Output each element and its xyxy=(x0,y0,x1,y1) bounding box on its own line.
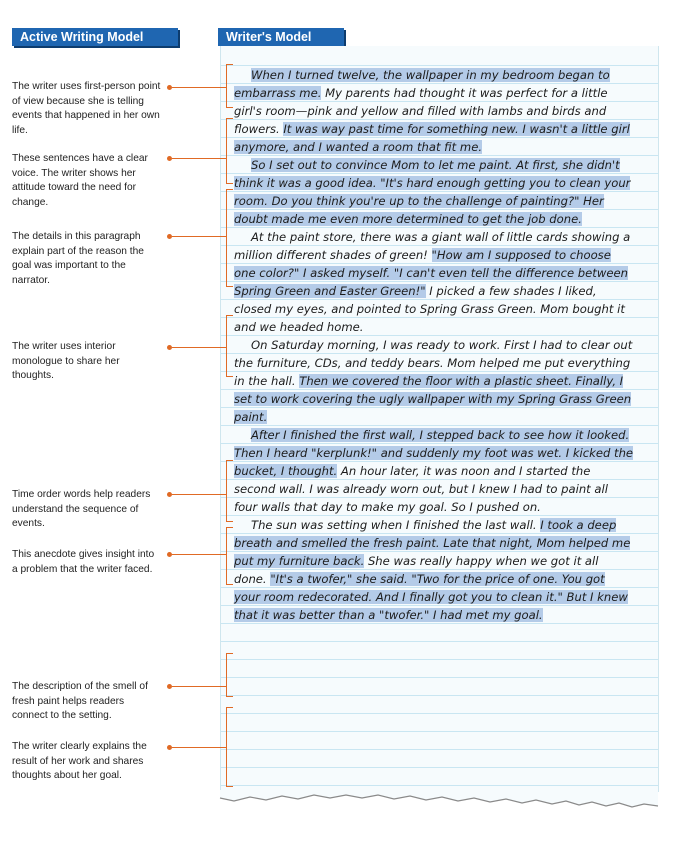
leader-line xyxy=(172,87,226,88)
sentence: At the paint store, there was a giant wall of little cards showing a million different shades of green! xyxy=(234,230,631,262)
highlight: It was way past time for something new. I wasn't a little girl anymore, and I wanted a room that fit me. xyxy=(234,122,630,154)
sentence: An hour later, it was noon and I started the second wall. I was already worn out, but I knew I had to paint all four walls that day to make my goal. So I pushed on. xyxy=(234,464,608,514)
leader-line xyxy=(172,747,226,748)
annotation-bracket xyxy=(226,460,233,522)
sentence: She was really happy when we got it all done. xyxy=(234,554,599,586)
annotation-details: The details in this paragraph explain part of the reason the goal was important to the narrator. xyxy=(12,231,144,286)
highlight: After I finished the first wall, I stepped back to see how it looked. Then I heard "kerplunk!" and suddenly my foot was wet. I kicked the bucket, I thought. xyxy=(234,428,634,478)
annotation-bracket xyxy=(226,189,233,287)
annotation-bracket xyxy=(226,118,233,184)
annotation-bracket xyxy=(226,653,233,697)
annotation-time-order: Time order words help readers understand the sequence of events. xyxy=(12,489,151,530)
essay-paragraph-6 xyxy=(234,516,634,624)
sentence: On Saturday morning, I was ready to work. First I had to clear out the furniture, CDs, and teddy bears. Mom helped me put everything in the hall. xyxy=(234,338,633,388)
sentence: I picked a few shades I liked, closed my eyes, and pointed to Spring Grass Green. Mom bought it and we headed home. xyxy=(234,284,625,334)
highlight: Then we covered the floor with a plastic sheet. Finally, I set to work covering the ugly wallpaper with my Spring Grass Green paint. xyxy=(234,374,632,424)
annotation-bracket xyxy=(226,527,233,585)
annotation-paint-smell: The description of the smell of fresh paint helps readers connect to the setting. xyxy=(12,681,148,722)
annotation-bracket xyxy=(226,707,233,787)
highlight: When I turned twelve, the wallpaper in my bedroom began to embarrass me. xyxy=(234,68,610,100)
highlight: "It's a twofer," she said. "Two for the price of one. You got your room redecorated. And I finally got you to clean it." But I knew that it was better than a "twofer." I had met my goal. xyxy=(234,572,628,622)
essay-paragraph-3 xyxy=(234,228,634,336)
highlight: "How am I supposed to choose one color?" I asked myself. "I can't even tell the difference between Spring Green and Easter Green!" xyxy=(234,248,628,298)
essay-paragraph-4 xyxy=(234,336,634,426)
active-writing-model-header: Active Writing Model xyxy=(12,28,178,46)
leader-line xyxy=(172,158,226,159)
sentence: The sun was setting when I finished the last wall. xyxy=(251,518,541,532)
annotation-interior-monologue: The writer uses interior monologue to share her thoughts. xyxy=(12,341,120,382)
annotation-clear-voice: These sentences have a clear voice. The writer shows her attitude toward the need for change. xyxy=(12,153,148,208)
annotation-bracket xyxy=(226,315,233,377)
highlight: So I set out to convince Mom to let me paint. At first, she didn't think it was a good idea. "It's hard enough getting you to clean your room. Do you think you're up to the challenge of painting?" Her doubt made me even more determined to get the job done. xyxy=(234,158,631,226)
essay-paragraph-5 xyxy=(234,426,634,516)
highlight: I took a deep breath and smelled the fresh paint. Late that night, Mom helped me put my furniture back. xyxy=(234,518,631,568)
annotation-first-person: The writer uses first-person point of view because she is telling events that happened in her own life. xyxy=(12,81,161,136)
essay-paragraph-2 xyxy=(234,156,634,228)
essay-paragraph-1 xyxy=(234,66,634,156)
writers-model-header: Writer's Model xyxy=(218,28,344,46)
annotation-result: The writer clearly explains the result of her work and shares thoughts about her goal. xyxy=(12,741,147,782)
torn-paper-edge xyxy=(214,786,664,816)
leader-line xyxy=(172,236,226,237)
essay-text xyxy=(234,66,634,624)
leader-line xyxy=(172,494,226,495)
leader-line xyxy=(172,554,226,555)
leader-line xyxy=(172,347,226,348)
leader-line xyxy=(172,686,226,687)
annotation-bracket xyxy=(226,64,233,108)
annotation-anecdote: This anecdote gives insight into a problem that the writer faced. xyxy=(12,549,155,575)
sentence: My parents had thought it was perfect for a little girl's room—pink and yellow and filled with lambs and birds and flowers. xyxy=(234,86,608,136)
